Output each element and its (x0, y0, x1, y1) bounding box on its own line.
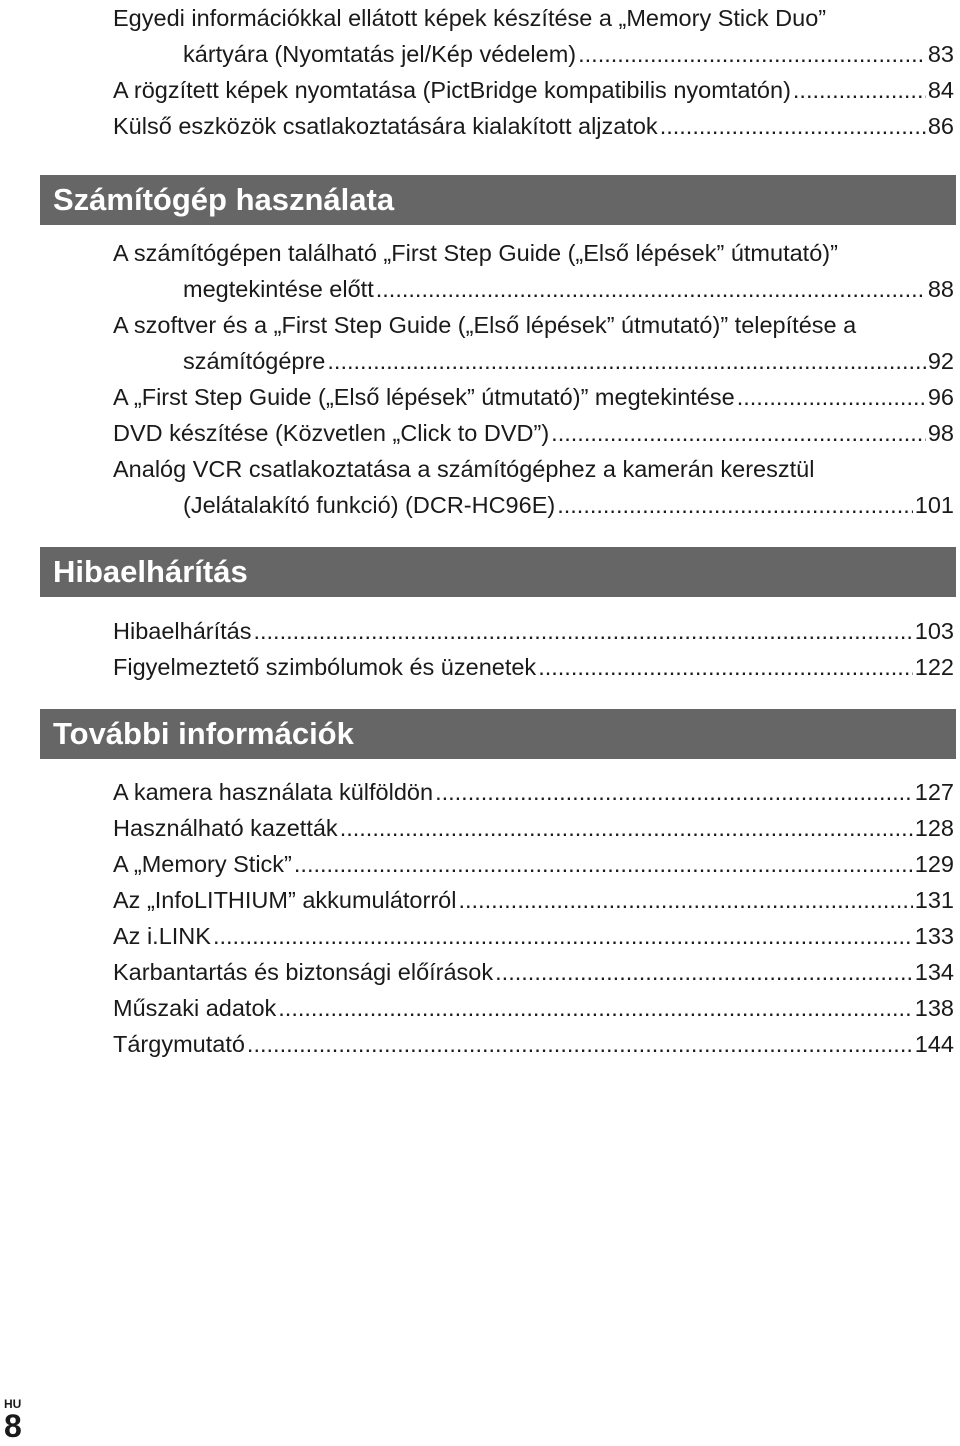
toc-entry-text: A szoftver és a „First Step Guide („Első lépések” útmutató)” telepítése a (113, 312, 857, 338)
toc-entry-text: A számítógépen található „First Step Guide („Első lépések” útmutató)” (113, 240, 838, 266)
leader-dots (247, 1026, 913, 1062)
leader-dots (435, 774, 913, 810)
toc-entry[interactable] (113, 379, 954, 415)
toc-entry-text: Az „InfoLITHIUM” akkumulátorról (113, 887, 457, 913)
leader-dots (495, 954, 913, 990)
toc-page-number: 88 (927, 276, 954, 302)
toc-entry[interactable] (113, 235, 954, 307)
toc-group-troubleshooting (40, 597, 956, 685)
toc-page-number: 128 (914, 815, 954, 841)
toc-entry-text: Tárgymutató (113, 1031, 245, 1057)
toc-entry[interactable] (113, 1026, 954, 1062)
leader-dots (340, 810, 913, 846)
leader-dots (538, 649, 913, 685)
toc-entry[interactable] (113, 0, 954, 72)
leader-dots (551, 415, 926, 451)
toc-page-number: 133 (914, 923, 954, 949)
toc-entry[interactable] (113, 72, 954, 108)
table-of-contents (40, 0, 956, 1062)
toc-page-number: 84 (927, 77, 954, 103)
toc-entry-text: A rögzített képek nyomtatása (PictBridge kompatibilis nyomtatón) (113, 77, 791, 103)
toc-entry[interactable] (113, 954, 954, 990)
toc-entry[interactable] (113, 451, 954, 523)
toc-entry-text: A „First Step Guide („Első lépések” útmutató)” megtekintése (113, 384, 735, 410)
toc-entry-text: (Jelátalakító funkció) (DCR-HC96E) (183, 492, 556, 518)
toc-page-number: 103 (914, 618, 954, 644)
leader-dots (458, 882, 912, 918)
leader-dots (578, 36, 926, 72)
toc-entry[interactable] (113, 108, 954, 144)
toc-entry[interactable] (113, 774, 954, 810)
leader-dots (793, 72, 926, 108)
toc-page-number: 92 (927, 348, 954, 374)
language-code: HU (4, 1397, 22, 1411)
toc-page-number: 98 (927, 420, 954, 446)
leader-dots (278, 990, 913, 1026)
toc-entry-text: Analóg VCR csatlakoztatása a számítógéphez a kamerán keresztül (113, 456, 815, 482)
leader-dots (660, 108, 926, 144)
toc-page-number: 131 (914, 887, 954, 913)
toc-entry-text: kártyára (Nyomtatás jel/Kép védelem) (183, 41, 577, 67)
leader-dots (737, 379, 926, 415)
toc-page-number: 129 (914, 851, 954, 877)
toc-entry-text: Egyedi információkkal ellátott képek készítése a „Memory Stick Duo” (113, 5, 827, 31)
toc-group-additional-info (40, 759, 956, 1062)
leader-dots (253, 613, 912, 649)
toc-page-number: 86 (927, 113, 954, 139)
toc-page-number: 134 (914, 959, 954, 985)
toc-entry-text: Használható kazetták (113, 815, 338, 841)
section-header-computer: Számítógép használata (40, 175, 956, 225)
toc-entry[interactable] (113, 846, 954, 882)
toc-entry-text: Karbantartás és biztonsági előírások (113, 959, 494, 985)
toc-entry[interactable] (113, 990, 954, 1026)
toc-entry-text: Az i.LINK (113, 923, 211, 949)
toc-entry[interactable] (113, 613, 954, 649)
toc-entry[interactable] (113, 810, 954, 846)
toc-entry-text: A „Memory Stick” (113, 851, 292, 877)
toc-entry-text: A kamera használata külföldön (113, 779, 434, 805)
toc-page-number: 101 (914, 492, 954, 518)
leader-dots (327, 343, 925, 379)
toc-entry-text: Hibaelhárítás (113, 618, 252, 644)
leader-dots (294, 846, 913, 882)
toc-entry-text: számítógépre (183, 348, 326, 374)
toc-entry[interactable] (113, 307, 954, 379)
toc-entry-text: DVD készítése (Közvetlen „Click to DVD”) (113, 420, 550, 446)
toc-entry[interactable] (113, 415, 954, 451)
toc-entry-text: Figyelmeztető szimbólumok és üzenetek (113, 654, 537, 680)
toc-group-continued (40, 0, 956, 144)
toc-entry[interactable] (113, 649, 954, 685)
toc-entry-text: Műszaki adatok (113, 995, 277, 1021)
toc-page-number: 138 (914, 995, 954, 1021)
toc-page-number: 83 (927, 41, 954, 67)
toc-entry[interactable] (113, 918, 954, 954)
toc-entry-text: megtekintése előtt (183, 276, 374, 302)
toc-entry-text: Külső eszközök csatlakoztatására kialakított aljzatok (113, 113, 658, 139)
page-number: 8 (4, 1408, 22, 1444)
toc-entry[interactable] (113, 882, 954, 918)
toc-group-computer (40, 225, 956, 523)
toc-page-number: 96 (927, 384, 954, 410)
section-header-troubleshooting: Hibaelhárítás (40, 547, 956, 597)
leader-dots (376, 271, 926, 307)
section-header-additional-info: További információk (40, 709, 956, 759)
toc-page-number: 122 (914, 654, 954, 680)
toc-page-number: 127 (914, 779, 954, 805)
leader-dots (213, 918, 913, 954)
leader-dots (557, 487, 913, 523)
toc-page-number: 144 (914, 1031, 954, 1057)
